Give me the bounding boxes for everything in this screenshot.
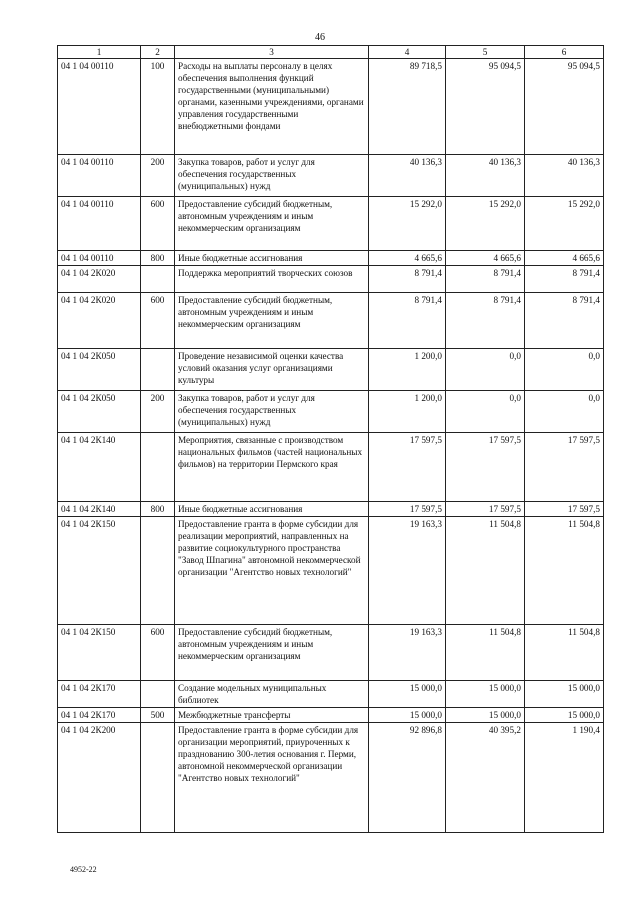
row-value-col4: 92 896,8: [369, 723, 446, 833]
table-row: [58, 266, 604, 293]
row-expense-type: 600: [141, 197, 175, 251]
table-row: [58, 293, 604, 349]
row-expense-type: 200: [141, 155, 175, 197]
row-name: Предоставление субсидий бюджетным, автономным учреждениям и иным некоммерческим организациям: [175, 293, 369, 349]
row-value-col4: 8 791,4: [369, 293, 446, 349]
table-row: [58, 517, 604, 625]
table-header-row: [58, 46, 604, 59]
table-row: [58, 502, 604, 517]
column-header: 5: [446, 46, 525, 59]
row-value-col4: 15 000,0: [369, 681, 446, 708]
row-value-col5: 15 000,0: [446, 681, 525, 708]
row-code: 04 1 04 00110: [58, 251, 141, 266]
row-code: 04 1 04 2К020: [58, 266, 141, 293]
row-expense-type: 500: [141, 708, 175, 723]
document-id: 4952-22: [70, 865, 97, 874]
row-code: 04 1 04 00110: [58, 155, 141, 197]
row-value-col5: 0,0: [446, 349, 525, 391]
row-code: 04 1 04 2К200: [58, 723, 141, 833]
row-expense-type: [141, 723, 175, 833]
row-value-col6: 15 292,0: [525, 197, 604, 251]
row-expense-type: 600: [141, 625, 175, 681]
row-value-col4: 19 163,3: [369, 625, 446, 681]
row-value-col5: 15 000,0: [446, 708, 525, 723]
row-value-col6: 15 000,0: [525, 681, 604, 708]
row-value-col4: 1 200,0: [369, 349, 446, 391]
row-expense-type: 600: [141, 293, 175, 349]
row-expense-type: [141, 349, 175, 391]
row-name: Иные бюджетные ассигнования: [175, 502, 369, 517]
row-value-col5: 95 094,5: [446, 59, 525, 155]
row-value-col5: 17 597,5: [446, 433, 525, 502]
row-expense-type: 200: [141, 391, 175, 433]
row-value-col6: 17 597,5: [525, 502, 604, 517]
column-header: 4: [369, 46, 446, 59]
row-code: 04 1 04 00110: [58, 59, 141, 155]
table-row: [58, 708, 604, 723]
row-name: Иные бюджетные ассигнования: [175, 251, 369, 266]
row-name: Поддержка мероприятий творческих союзов: [175, 266, 369, 293]
row-expense-type: 100: [141, 59, 175, 155]
row-name: Межбюджетные трансферты: [175, 708, 369, 723]
row-value-col4: 17 597,5: [369, 502, 446, 517]
row-value-col6: 95 094,5: [525, 59, 604, 155]
row-value-col4: 1 200,0: [369, 391, 446, 433]
page-number: 46: [315, 32, 325, 43]
row-value-col6: 0,0: [525, 391, 604, 433]
row-value-col4: 4 665,6: [369, 251, 446, 266]
row-value-col5: 8 791,4: [446, 266, 525, 293]
row-value-col6: 0,0: [525, 349, 604, 391]
row-value-col6: 11 504,8: [525, 517, 604, 625]
column-header: 3: [175, 46, 369, 59]
column-header: 6: [525, 46, 604, 59]
row-code: 04 1 04 2К050: [58, 391, 141, 433]
table-row: [58, 59, 604, 155]
budget-table: [57, 45, 604, 833]
table-row: [58, 723, 604, 833]
row-value-col5: 4 665,6: [446, 251, 525, 266]
table-row: [58, 349, 604, 391]
row-value-col4: 89 718,5: [369, 59, 446, 155]
row-value-col5: 40 136,3: [446, 155, 525, 197]
row-value-col4: 19 163,3: [369, 517, 446, 625]
row-code: 04 1 04 2К150: [58, 625, 141, 681]
row-name: Закупка товаров, работ и услуг для обеспечения государственных (муниципальных) нужд: [175, 155, 369, 197]
row-value-col5: 8 791,4: [446, 293, 525, 349]
row-value-col5: 17 597,5: [446, 502, 525, 517]
table-row: [58, 681, 604, 708]
row-code: 04 1 04 2К170: [58, 681, 141, 708]
row-value-col6: 8 791,4: [525, 293, 604, 349]
row-name: Закупка товаров, работ и услуг для обеспечения государственных (муниципальных) нужд: [175, 391, 369, 433]
table-row: [58, 197, 604, 251]
row-code: 04 1 04 00110: [58, 197, 141, 251]
row-value-col5: 15 292,0: [446, 197, 525, 251]
row-code: 04 1 04 2К140: [58, 433, 141, 502]
row-expense-type: [141, 517, 175, 625]
row-expense-type: [141, 266, 175, 293]
row-value-col6: 1 190,4: [525, 723, 604, 833]
column-header: 2: [141, 46, 175, 59]
row-code: 04 1 04 2К020: [58, 293, 141, 349]
column-header: 1: [58, 46, 141, 59]
row-value-col6: 4 665,6: [525, 251, 604, 266]
table-row: [58, 433, 604, 502]
row-code: 04 1 04 2К050: [58, 349, 141, 391]
row-name: Предоставление субсидий бюджетным, автономным учреждениям и иным некоммерческим организациям: [175, 197, 369, 251]
row-name: Создание модельных муниципальных библиотек: [175, 681, 369, 708]
row-value-col4: 15 000,0: [369, 708, 446, 723]
table-row: [58, 391, 604, 433]
row-name: Мероприятия, связанные с производством национальных фильмов (частей национальных фильмов) на территории Пермского края: [175, 433, 369, 502]
row-value-col4: 15 292,0: [369, 197, 446, 251]
table-row: [58, 251, 604, 266]
row-value-col5: 11 504,8: [446, 625, 525, 681]
row-value-col4: 17 597,5: [369, 433, 446, 502]
row-value-col6: 11 504,8: [525, 625, 604, 681]
row-code: 04 1 04 2К150: [58, 517, 141, 625]
table-row: [58, 625, 604, 681]
row-value-col6: 17 597,5: [525, 433, 604, 502]
row-name: Расходы на выплаты персоналу в целях обеспечения выполнения функций государственными (муниципальными) органами, казенными учреждениями, органами управления государственными внебюджетными фондами: [175, 59, 369, 155]
table-row: [58, 155, 604, 197]
row-expense-type: 800: [141, 502, 175, 517]
row-value-col6: 15 000,0: [525, 708, 604, 723]
row-code: 04 1 04 2К140: [58, 502, 141, 517]
row-value-col4: 40 136,3: [369, 155, 446, 197]
row-name: Предоставление гранта в форме субсидии для реализации мероприятий, направленных на развитие социокультурного пространства "Завод Шпагина" автономной некоммерческой организации "Агентство новых технологий": [175, 517, 369, 625]
row-expense-type: [141, 681, 175, 708]
row-name: Предоставление субсидий бюджетным, автономным учреждениям и иным некоммерческим организациям: [175, 625, 369, 681]
row-value-col6: 8 791,4: [525, 266, 604, 293]
row-value-col5: 0,0: [446, 391, 525, 433]
row-expense-type: 800: [141, 251, 175, 266]
row-name: Предоставление гранта в форме субсидии для организации мероприятий, приуроченных к празднованию 300-летия основания г. Перми, автономной некоммерческой организации "Агентство новых технологий": [175, 723, 369, 833]
row-value-col4: 8 791,4: [369, 266, 446, 293]
row-expense-type: [141, 433, 175, 502]
row-code: 04 1 04 2К170: [58, 708, 141, 723]
row-value-col5: 40 395,2: [446, 723, 525, 833]
row-value-col5: 11 504,8: [446, 517, 525, 625]
row-value-col6: 40 136,3: [525, 155, 604, 197]
row-name: Проведение независимой оценки качества условий оказания услуг организациями культуры: [175, 349, 369, 391]
